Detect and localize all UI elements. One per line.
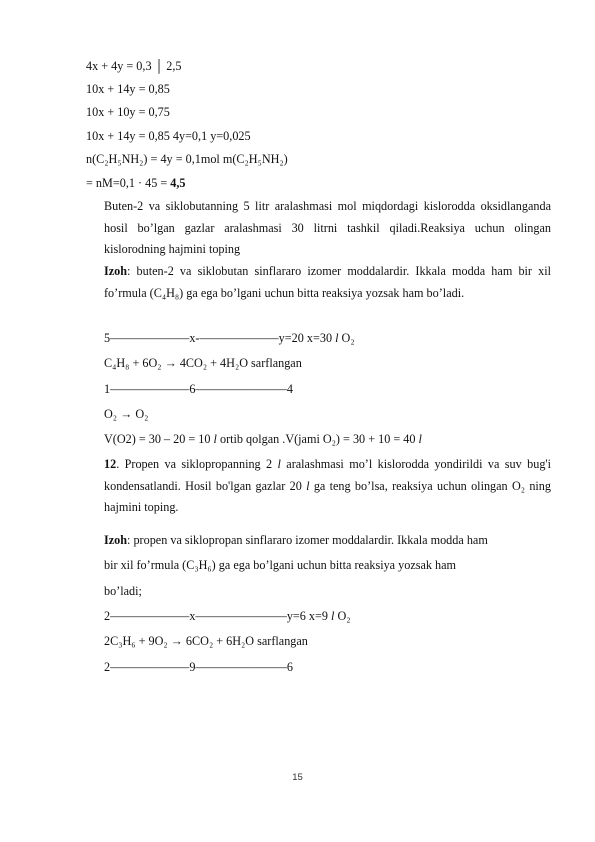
- volume-calc: [104, 431, 422, 447]
- izoh-text: : propen va siklopropan sinflararo izomer moddalardir. Ikkala modda ham: [127, 533, 488, 547]
- litre-symbol: l: [277, 457, 281, 471]
- oxygen-line: O₂ → O₂: [104, 407, 149, 421]
- problem-number: 12: [104, 457, 117, 471]
- ratio-row-1: [104, 330, 355, 346]
- litre-symbol: l: [331, 609, 335, 623]
- ratio-text-end: O₂: [338, 331, 355, 345]
- izoh-12-line-3: bo’ladi;: [104, 584, 142, 598]
- izoh-label: Izoh: [104, 533, 128, 547]
- equation-line-2: 10x + 14y = 0,85: [86, 82, 170, 96]
- page-number: 15: [292, 772, 303, 783]
- problem-12-text: [104, 454, 551, 519]
- ratio-text: 5———–———x-———–———y=20 x=30: [104, 331, 336, 345]
- izoh-buten: [104, 261, 551, 304]
- problem-text-c: ga teng bo’lsa, reaksiya uchun olingan O₂ ning hajmini toping.: [104, 478, 551, 515]
- equation-line-4: 10x + 14y = 0,85 4y=0,1 y=0,025: [86, 129, 251, 143]
- equation-line-3: 10x + 10y = 0,75: [86, 105, 170, 119]
- equation-line-6: [86, 175, 186, 191]
- ratio-row-3: [104, 608, 351, 624]
- reaction-equation-2: 2C₃H₆ + 9O₂ → 6CO₂ + 6H₂O sarflangan: [104, 634, 308, 648]
- litre-symbol: l: [213, 432, 217, 446]
- izoh-12-line-2: bir xil fo’rmula (C₃H₆) ga ega bo’lgani uchun bitta reaksiya yozsak ham: [104, 558, 457, 572]
- equation-line-1: 4x + 4y = 0,3 │ 2,5: [86, 59, 182, 73]
- problem-text-b: aralashmasi mo’l kislorodda yondirildi va suv bug'i kondensatlandi. Hosil bo'lgan gazlar 20: [104, 457, 551, 493]
- volume-text-2: ortib qolgan .V(jami O₂) = 30 + 10 = 40: [216, 432, 419, 446]
- problem-text-a: . Propen va siklopropanning 2: [116, 457, 278, 471]
- volume-text: V(O2) = 30 – 20 = 10: [104, 432, 214, 446]
- litre-symbol: l: [306, 478, 310, 493]
- litre-symbol: l: [335, 331, 339, 345]
- ratio-row-4: 2———–———9————–———6: [104, 660, 293, 674]
- answer-value: 4,5: [170, 176, 186, 190]
- ratio-text-end: O₂: [334, 609, 351, 623]
- problem-buten-text: Buten-2 va siklobutanning 5 litr aralashmasi mol miqdordagi kislorodda oksidlanganda hosil bo’lgan gazlar aralashmasi 30 litrni tashkil qiladi.Reaksiya uchun olingan kislorodning hajmini toping: [104, 199, 551, 257]
- reaction-equation-1: C₄H₈ + 6O₂ → 4CO₂ + 4H₂O sarflangan: [104, 356, 302, 370]
- mass-calc: = nM=0,1 · 45 =: [86, 176, 171, 190]
- litre-symbol: l: [418, 432, 422, 446]
- izoh-label: Izoh: [104, 264, 128, 278]
- ratio-row-2: 1———–———6————–———4: [104, 382, 293, 396]
- izoh-12-line-1: [104, 532, 488, 548]
- equation-line-5: n(C₂H₅NH₂) = 4y = 0,1mol m(C₂H₅NH₂): [86, 152, 288, 166]
- ratio-text: 2———–———x————–———y=6 x=9: [104, 609, 332, 623]
- izoh-text: : buten-2 va siklobutan sinflararo izomer moddalardir. Ikkala modda ham bir xil fo’rmula (C₄H₈) ga ega bo’lgani uchun bitta reaksiya yozsak ham bo’ladi.: [104, 264, 551, 300]
